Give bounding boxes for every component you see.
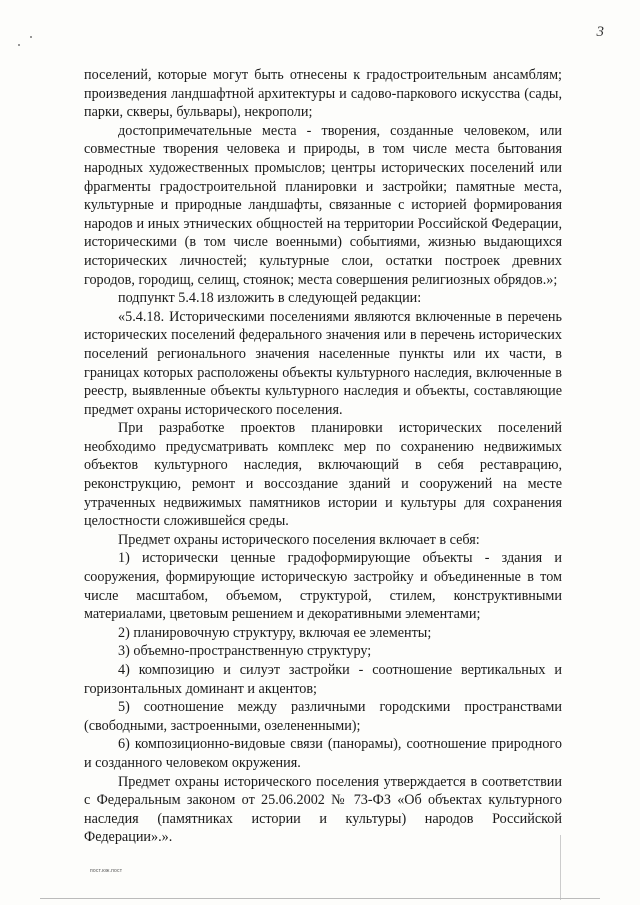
list-item-1: 1) исторически ценные градоформирующие объекты - здания и сооружения, формирующие историческую застройку и объединенные в том числе масштабом, объемом, структурой, стилем, конструктивными материалами, цветовым решением и декоративными элементами; [84,550,562,623]
list-item-3: 3) объемно-пространственную структуру; [118,643,372,660]
list-item-5: 5) соотношение между различными городскими пространствами (свободными, застроенными, озелененными); [84,699,562,734]
scan-edge [40,898,600,899]
footer-file-mark: пост.юж.пост [90,868,123,874]
scan-speck [18,44,20,46]
paragraph-5-4-18: «5.4.18. Историческими поселениями являются включенные в перечень исторических поселений федерального значения или в перечень исторических поселений регионального значения населенные пункты или их части, в границах которых расположены объекты культурного наследия, включенные в реестр, выявленные объекты культурного наследия и объекты, составляющие предмет охраны исторического поселения. [84,308,562,418]
page-number: 3 [596,24,604,40]
paragraph-planning-projects: При разработке проектов планировки исторических поселений необходимо предусматривать комплекс мер по сохранению недвижимых объектов культурного наследия, включающий в себя реставрацию, реконструкцию, ремонт и воссоздание зданий и сооружений на месте утраченных недвижимых памятников истории и культуры для сохранения целостности сложившейся среды. [84,420,562,530]
list-item-4: 4) композицию и силуэт застройки - соотношение вертикальных и горизонтальных доминант и акцентов; [84,662,562,697]
paragraph-approval: Предмет охраны исторического поселения утверждается в соответствии с Федеральным законом от 25.06.2002 № 73-ФЗ «Об объектах культурного наследия (памятниках истории и культуры) народов Российской Федерации».». [84,773,562,846]
paragraph-subclause-instruction: подпункт 5.4.18 изложить в следующей редакции: [118,290,422,307]
paragraph-protection-subject: Предмет охраны исторического поселения включает в себя: [118,531,480,548]
scan-edge [560,835,561,900]
list-item-2: 2) планировочную структуру, включая ее элементы; [118,624,432,641]
paragraph-continuation: поселений, которые могут быть отнесены к градостроительным ансамблям; произведения ландшафтной архитектуры и садово-паркового искусства (сады, парки, скверы, бульвары), некрополи; [84,67,562,121]
scan-speck [30,36,32,38]
paragraph-landmarks: достопримечательные места - творения, созданные человеком, или совместные творения человека и природы, в том числе места бытования народных художественных промыслов; центры исторических поселений или фрагменты градостроительной планировки и застройки; памятные места, культурные и природные ландшафты, связанные с историей формирования народов и иных этнических общностей на территории Российской Федерации, историческими (в том числе военными) событиями, жизнью выдающихся исторических личностей; культурные слои, остатки построек древних городов, городищ, селищ, стоянок; места совершения религиозных обрядов.»; [84,122,562,288]
list-item-6: 6) композиционно-видовые связи (панорамы), соотношение природного и созданного человеком окружения. [84,736,562,771]
document-body [84,66,562,847]
